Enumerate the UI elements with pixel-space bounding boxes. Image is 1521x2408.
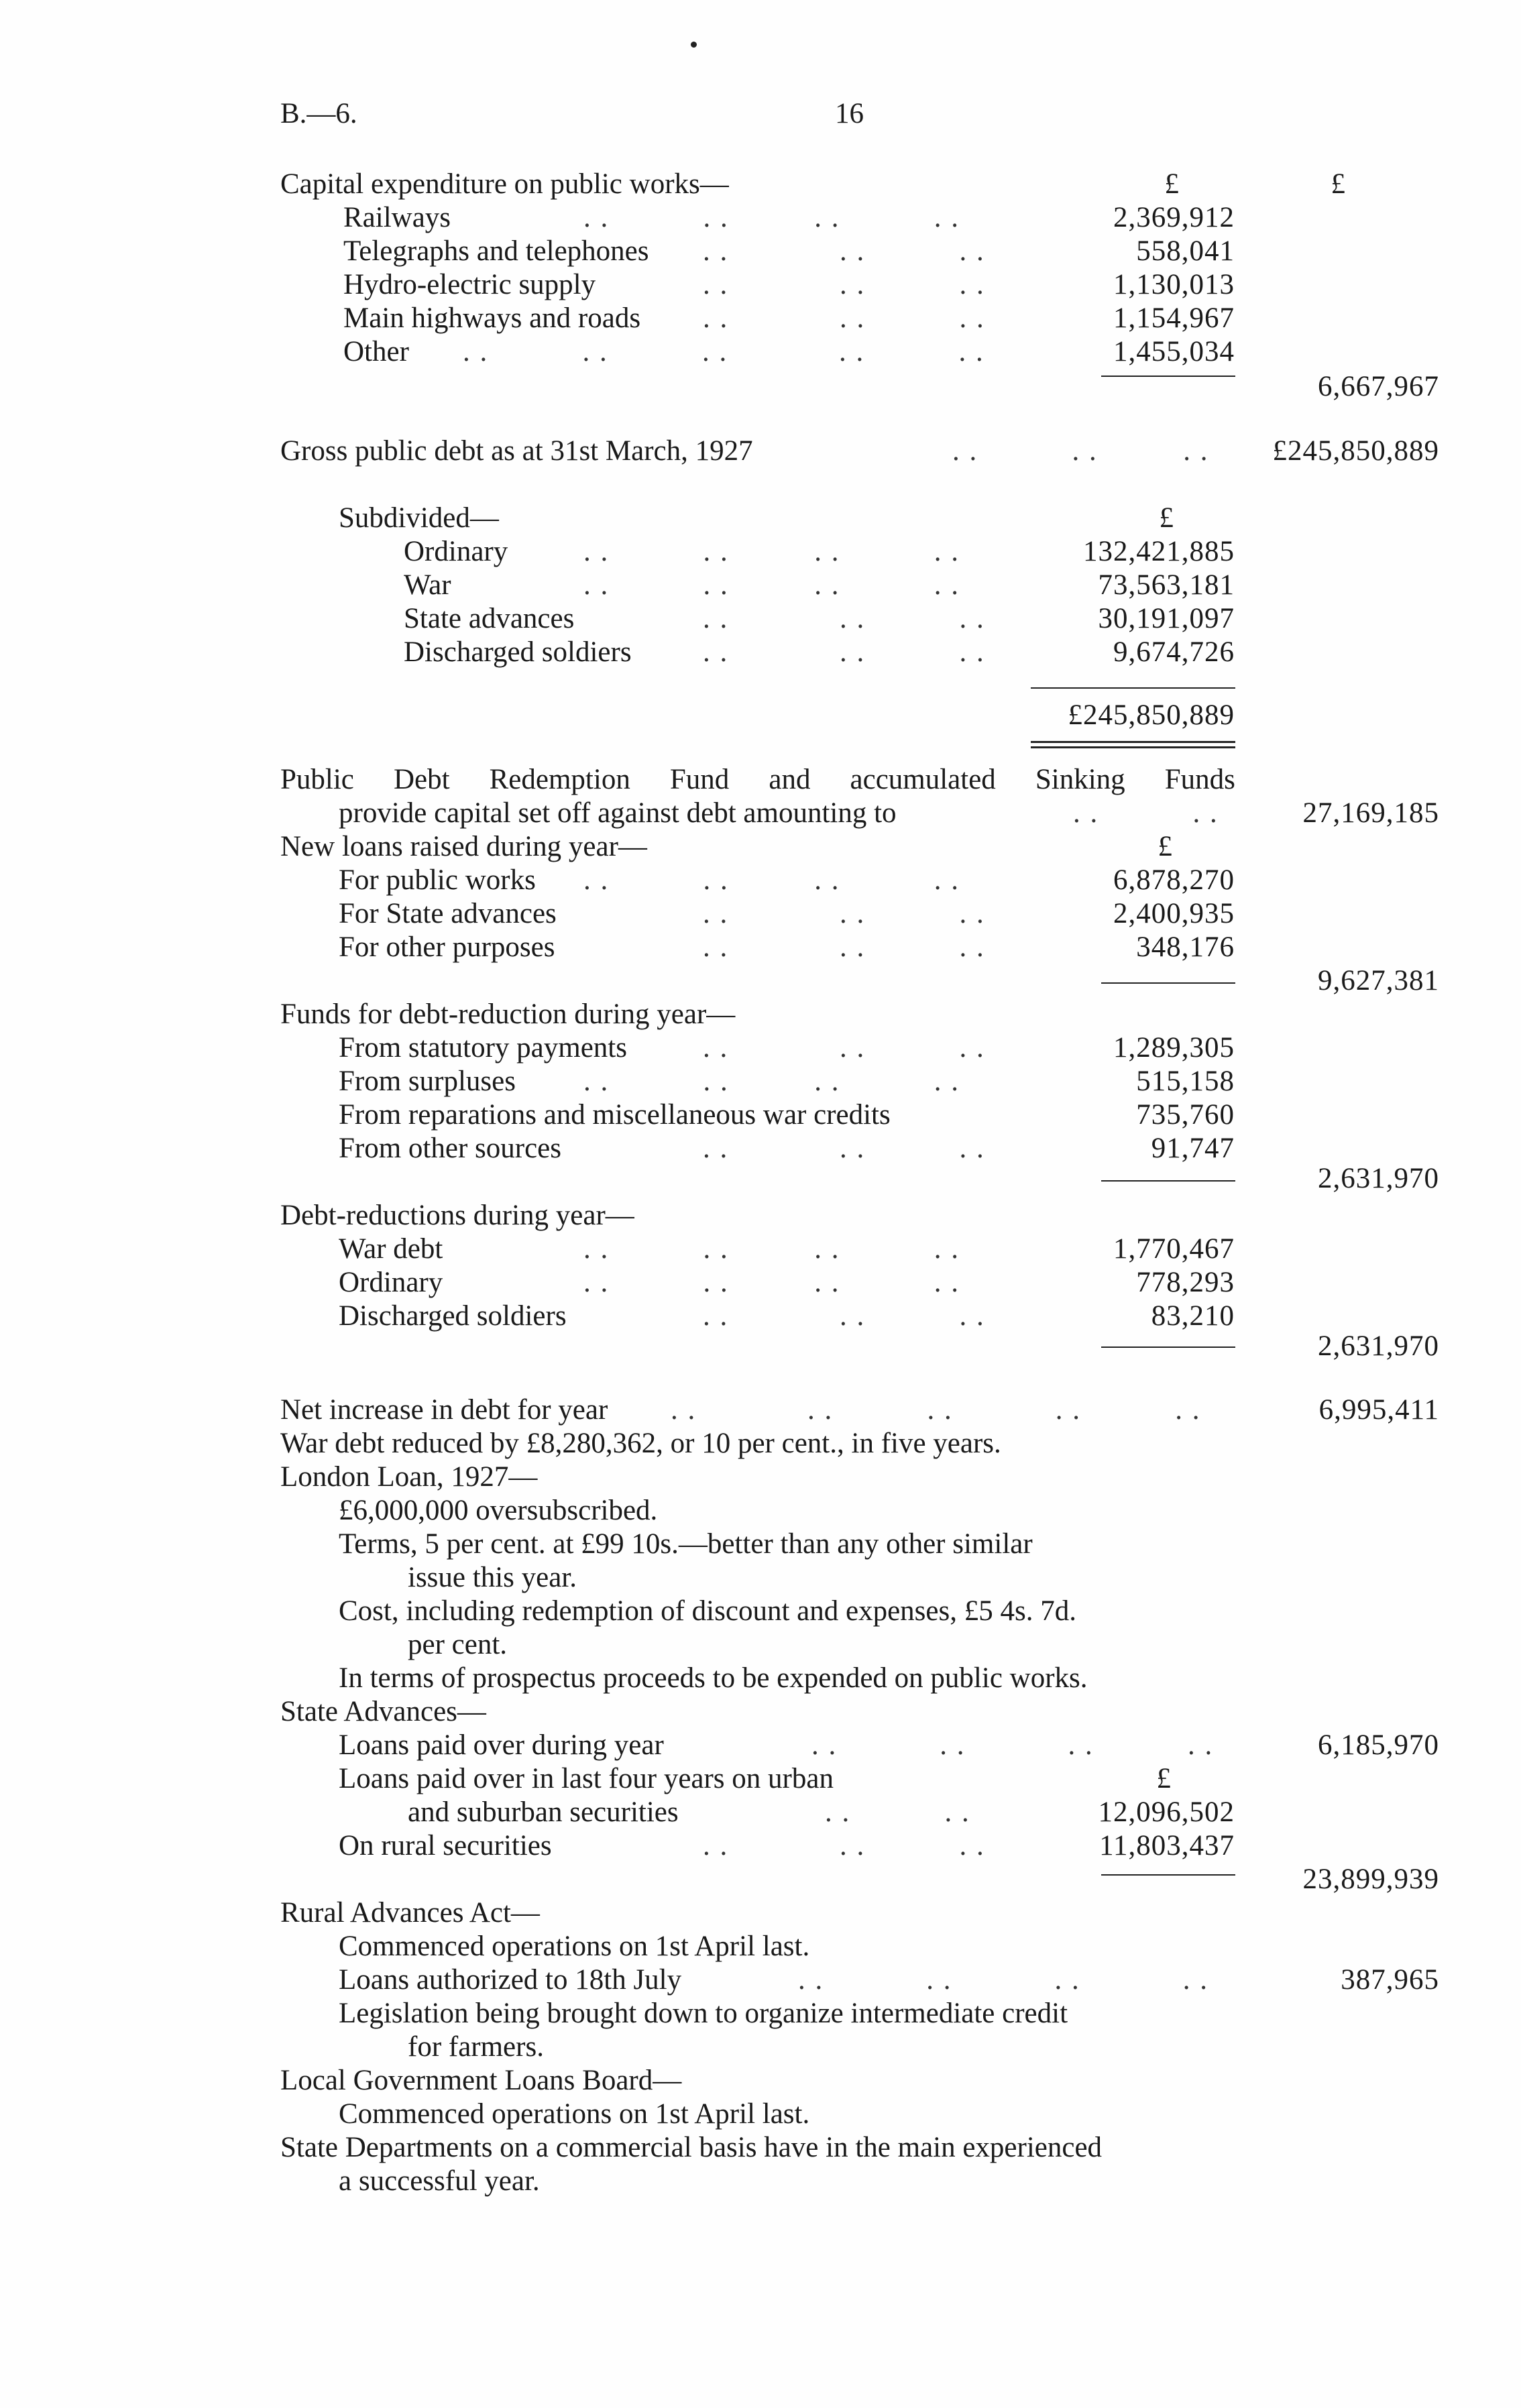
item-label: Loans authorized to 18th July — [339, 1964, 682, 1996]
capital-title-row — [0, 168, 1521, 200]
london-line: Cost, including redemption of discount and expenses, £5 4s. 7d. — [339, 1595, 1076, 1627]
item-label: Discharged soldiers — [404, 636, 632, 668]
paragraph-line — [0, 2165, 1521, 2197]
item-label: From other sources — [339, 1133, 561, 1164]
item-label: Ordinary — [339, 1267, 443, 1298]
item-label: Loans paid over in last four years on urban — [339, 1763, 834, 1794]
leader-dots: . . . . . . . . — [583, 1066, 960, 1097]
total-row — [0, 370, 1521, 403]
redemption-word: Funds — [1164, 764, 1235, 795]
leader-dots: . . . . . . — [703, 235, 985, 267]
list-item — [0, 1762, 1521, 1795]
list-item — [0, 235, 1521, 268]
column-currency-head: £ — [1331, 168, 1345, 200]
subtotal-rule — [1031, 687, 1235, 689]
item-amount: 6,185,970 — [1318, 1729, 1439, 1761]
item-amount: 6,878,270 — [1113, 864, 1235, 896]
leader-dots: . . . . . . . . — [583, 202, 960, 233]
paragraph-line — [0, 1930, 1521, 1963]
page-number: 16 — [835, 98, 864, 129]
item-amount: 91,747 — [1151, 1133, 1235, 1164]
new-loans-title-row — [0, 830, 1521, 863]
total-row — [0, 1330, 1521, 1363]
section-title: Local Government Loans Board— — [280, 2065, 682, 2096]
section-title: Rural Advances Act— — [280, 1897, 540, 1929]
section-total: 2,631,970 — [1318, 1330, 1439, 1362]
item-amount: 1,770,467 — [1113, 1233, 1235, 1265]
item-amount: 30,191,097 — [1098, 603, 1235, 634]
page-header — [0, 97, 1521, 137]
item-amount: 558,041 — [1136, 235, 1235, 267]
list-item — [0, 602, 1521, 635]
section-title: Funds for debt-reduction during year— — [280, 998, 736, 1030]
leader-dots: . . . . . . — [703, 1300, 985, 1332]
section-title: Debt-reductions during year— — [280, 1200, 634, 1231]
list-item — [0, 897, 1521, 930]
item-label: Ordinary — [404, 536, 508, 567]
paragraph-line — [0, 1662, 1521, 1695]
item-amount: 1,289,305 — [1113, 1032, 1235, 1064]
list-item — [0, 201, 1521, 234]
item-label: From statutory payments — [339, 1032, 627, 1064]
gross-debt-row — [0, 435, 1521, 467]
leader-dots: . . . . . . — [703, 269, 985, 300]
item-amount: 735,760 — [1136, 1099, 1235, 1131]
state-title-row — [0, 1695, 1521, 1728]
london-line: per cent. — [408, 1629, 508, 1660]
leader-dots: . . . . . . . . — [583, 536, 960, 567]
item-amount: 2,369,912 — [1113, 202, 1235, 233]
item-label: War debt — [339, 1233, 443, 1265]
leader-dots: . . . . . . . . . . — [463, 336, 984, 367]
paragraph-line — [0, 1528, 1521, 1560]
redemption-word: Redemption — [489, 764, 630, 795]
list-item — [0, 268, 1521, 301]
section-title: New loans raised during year— — [280, 831, 647, 862]
list-item — [0, 864, 1521, 897]
subdivided-total: £245,850,889 — [1068, 699, 1235, 731]
leader-dots: . . . . . . — [703, 898, 985, 929]
paragraph-line — [0, 1595, 1521, 1627]
item-amount: 9,674,726 — [1113, 636, 1235, 668]
leader-dots: . . . . . . — [703, 1133, 985, 1164]
redemption-word: accumulated — [850, 764, 996, 795]
paragraph-line — [0, 1628, 1521, 1661]
item-amount: 387,965 — [1341, 1964, 1439, 1996]
rural-line: for farmers. — [408, 2031, 544, 2063]
london-line: In terms of prospectus proceeds to be expended on public works. — [339, 1662, 1088, 1694]
item-label: State advances — [404, 603, 575, 634]
gross-debt-amount: £245,850,889 — [1272, 435, 1439, 467]
section-title: London Loan, 1927— — [280, 1461, 538, 1493]
item-label: Telegraphs and telephones — [343, 235, 649, 267]
ink-dot — [691, 42, 697, 48]
item-label: For public works — [339, 864, 536, 896]
list-item — [0, 569, 1521, 601]
item-amount: 132,421,885 — [1083, 536, 1235, 567]
item-amount: 1,130,013 — [1113, 269, 1235, 300]
section-title: Capital expenditure on public works— — [280, 168, 729, 200]
leader-dots: . . . . . . . . — [583, 569, 960, 601]
state-departments-line: State Departments on a commercial basis have in the main experienced — [280, 2132, 1103, 2163]
item-label: For State advances — [339, 898, 557, 929]
paragraph-line — [0, 1427, 1521, 1460]
item-label: On rural securities — [339, 1830, 552, 1861]
redemption-word: Sinking — [1035, 764, 1125, 795]
leader-dots: . . . . . . — [703, 1830, 985, 1861]
list-item — [0, 1796, 1521, 1829]
paragraph-line — [0, 2131, 1521, 2164]
item-label: Hydro-electric supply — [343, 269, 596, 300]
leader-dots: . . . . . . — [703, 603, 985, 634]
item-label: and suburban securities — [408, 1796, 679, 1828]
list-item — [0, 1031, 1521, 1064]
london-line: £6,000,000 oversubscribed. — [339, 1495, 658, 1526]
state-departments-line: a successful year. — [339, 2165, 540, 2197]
reductions-title-row — [0, 1199, 1521, 1232]
paragraph-line — [0, 2098, 1521, 2130]
item-label: Railways — [343, 202, 451, 233]
item-label: Other — [343, 336, 409, 367]
rural-line: Commenced operations on 1st April last. — [339, 1931, 810, 1962]
item-amount: 83,210 — [1151, 1300, 1235, 1332]
leader-dots: . . . . . . — [703, 636, 985, 668]
item-amount: 778,293 — [1136, 1267, 1235, 1298]
item-amount: 11,803,437 — [1099, 1830, 1235, 1861]
leader-dots: . . . . . . . . — [798, 1964, 1208, 1996]
total-row — [0, 1162, 1521, 1195]
leader-dots: . . . . — [825, 1796, 970, 1828]
subdivided-title-row — [0, 502, 1521, 534]
london-line: Terms, 5 per cent. at £99 10s.—better than any other similar — [339, 1528, 1033, 1560]
subtotal-row — [0, 699, 1521, 732]
item-amount: 515,158 — [1136, 1066, 1235, 1097]
redemption-word: Public — [280, 764, 354, 795]
double-rule-bottom — [1031, 746, 1235, 748]
leader-dots: . . . . . . . . — [583, 1233, 960, 1265]
net-increase-label: Net increase in debt for year — [280, 1394, 608, 1426]
item-label: Main highways and roads — [343, 302, 641, 334]
item-amount: 73,563,181 — [1098, 569, 1235, 601]
section-total: 2,631,970 — [1318, 1163, 1439, 1194]
paragraph-line — [0, 1494, 1521, 1527]
list-item — [0, 535, 1521, 568]
section-title: State Advances— — [280, 1696, 486, 1727]
document-reference: B.—6. — [280, 98, 357, 129]
list-item — [0, 1300, 1521, 1332]
london-line: issue this year. — [408, 1562, 577, 1593]
item-label: War — [404, 569, 451, 601]
list-item — [0, 1098, 1521, 1131]
gross-debt-label: Gross public debt as at 31st March, 1927 — [280, 435, 753, 467]
section-total: 6,667,967 — [1318, 371, 1439, 402]
net-increase-amount: 6,995,411 — [1318, 1394, 1439, 1426]
redemption-word: Debt — [393, 764, 450, 795]
list-item — [0, 1266, 1521, 1299]
redemption-word: Fund — [669, 764, 730, 795]
leader-dots: . . . . — [1073, 797, 1219, 829]
rural-title-row — [0, 1896, 1521, 1929]
redemption-line — [280, 763, 1235, 796]
item-amount: 12,096,502 — [1098, 1796, 1235, 1828]
list-item — [0, 931, 1521, 964]
list-item — [0, 335, 1521, 368]
total-row — [0, 964, 1521, 997]
subsection-title: Subdivided— — [339, 502, 499, 534]
item-amount: 1,154,967 — [1113, 302, 1235, 334]
leader-dots: . . . . . . — [703, 302, 985, 334]
paragraph-line — [0, 1997, 1521, 2030]
item-label: From reparations and miscellaneous war credits — [339, 1099, 891, 1131]
list-item — [0, 1132, 1521, 1165]
paragraph-line — [0, 1561, 1521, 1594]
paragraph-line — [0, 2030, 1521, 2063]
redemption-text: provide capital set off against debt amounting to — [339, 797, 897, 829]
double-rule-top — [1031, 741, 1235, 743]
list-item — [0, 1729, 1521, 1762]
list-item — [0, 302, 1521, 335]
leader-dots: . . . . . . . . — [811, 1729, 1214, 1761]
item-label: Discharged soldiers — [339, 1300, 567, 1332]
section-total: 9,627,381 — [1318, 965, 1439, 996]
list-item — [0, 1829, 1521, 1862]
list-item — [0, 1065, 1521, 1098]
funds-title-row — [0, 998, 1521, 1031]
local-title-row — [0, 2064, 1521, 2097]
column-currency-head: £ — [1164, 168, 1179, 200]
leader-dots: . . . . . . . . — [583, 1267, 960, 1298]
column-currency-head: £ — [1156, 1763, 1171, 1794]
war-debt-note: War debt reduced by £8,280,362, or 10 per cent., in five years. — [280, 1428, 1001, 1459]
item-label: For other purposes — [339, 931, 555, 963]
london-title-row — [0, 1460, 1521, 1493]
item-label: From surpluses — [339, 1066, 516, 1097]
rural-line: Legislation being brought down to organize intermediate credit — [339, 1998, 1068, 2029]
leader-dots: . . . . . . — [952, 435, 1209, 467]
column-currency-head: £ — [1159, 502, 1174, 534]
list-item — [0, 1232, 1521, 1265]
item-label: Loans paid over during year — [339, 1729, 664, 1761]
redemption-word: and — [769, 764, 811, 795]
item-amount: 348,176 — [1136, 931, 1235, 963]
list-item — [0, 636, 1521, 669]
column-currency-head: £ — [1158, 831, 1172, 862]
leader-dots: . . . . . . . . . . — [671, 1394, 1201, 1426]
leader-dots: . . . . . . . . — [583, 864, 960, 896]
redemption-line — [0, 797, 1521, 829]
net-increase-row — [0, 1393, 1521, 1426]
item-amount: 2,400,935 — [1113, 898, 1235, 929]
item-amount: 1,455,034 — [1113, 336, 1235, 367]
list-item — [0, 1963, 1521, 1996]
redemption-amount: 27,169,185 — [1302, 797, 1439, 829]
section-total: 23,899,939 — [1302, 1864, 1439, 1895]
leader-dots: . . . . . . — [703, 1032, 985, 1064]
total-row — [0, 1863, 1521, 1896]
local-line: Commenced operations on 1st April last. — [339, 2098, 810, 2130]
leader-dots: . . . . . . — [703, 931, 985, 963]
